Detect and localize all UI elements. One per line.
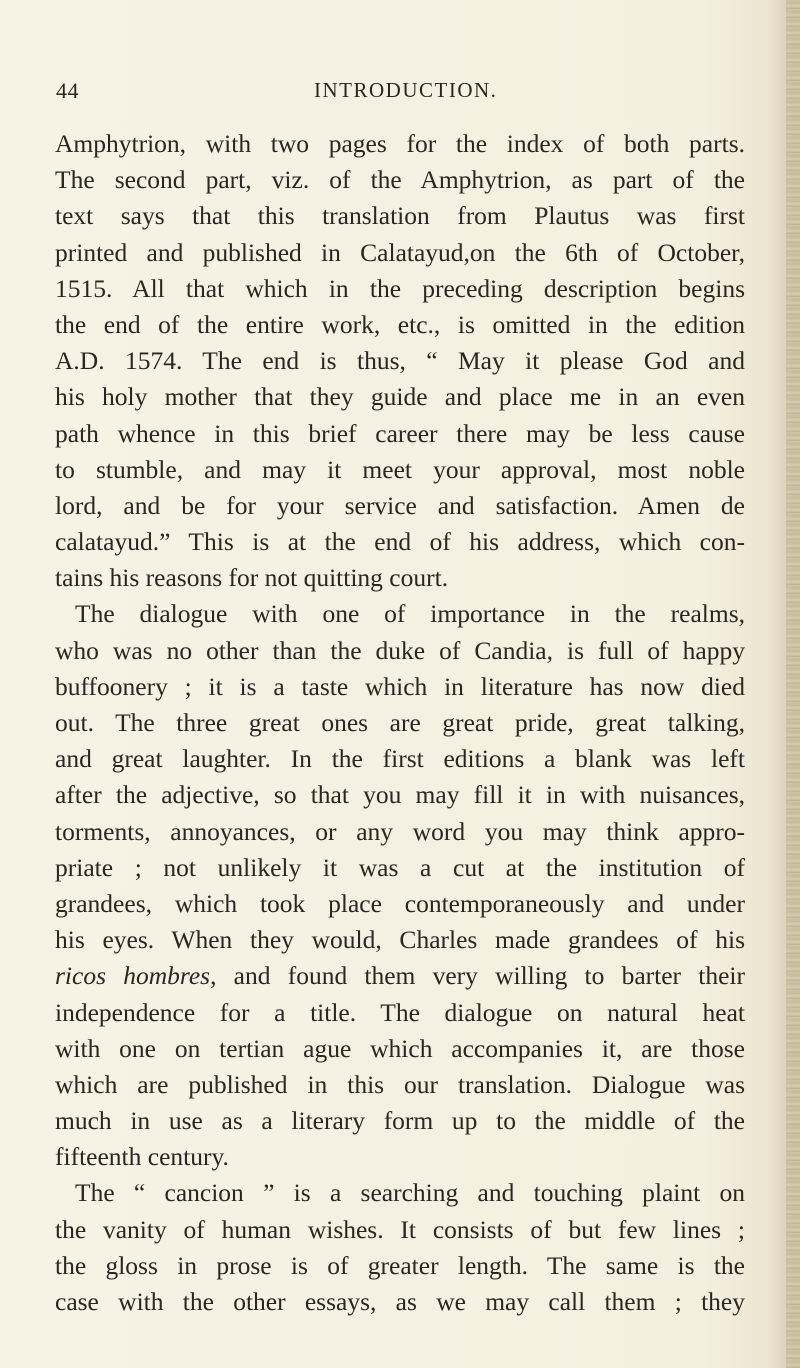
- text-line: the gloss in prose is of greater length. The same is the: [55, 1250, 745, 1280]
- text-line: buffoonery ; it is a taste which in literature has now died: [55, 671, 745, 701]
- text-line: printed and published in Calatayud,on the 6th of October,: [55, 237, 745, 267]
- text-line: tains his reasons for not quitting court.: [55, 563, 449, 593]
- text-line: his eyes. When they would, Charles made grandees of his: [55, 925, 745, 955]
- text-line: much in use as a literary form up to the middle of the: [55, 1106, 745, 1136]
- running-head: INTRODUCTION.: [314, 78, 498, 102]
- text-line: torments, annoyances, or any word you may think appro-: [55, 816, 745, 846]
- italic-phrase: ricos hombres: [55, 961, 211, 991]
- text-line: lord, and be for your service and satisfaction. Amen de: [55, 490, 745, 520]
- text-line: and great laughter. In the first editions a blank was left: [55, 744, 745, 774]
- text-line: 1515. All that which in the preceding description begins: [55, 273, 745, 303]
- text-line: ricos hombres, and found them very willing to barter their: [55, 961, 745, 991]
- text-line: grandees, which took place contemporaneously and under: [55, 888, 745, 918]
- text-line: path whence in this brief career there may be less cause: [55, 418, 745, 448]
- text-line: with one on tertian ague which accompanies it, are those: [55, 1033, 745, 1063]
- text-line: which are published in this our translation. Dialogue was: [55, 1069, 745, 1099]
- text-line: A.D. 1574. The end is thus, “ May it please God and: [55, 346, 745, 376]
- text-line: Amphytrion, with two pages for the index of both parts.: [55, 129, 745, 158]
- text-line: The dialogue with one of importance in the realms,: [75, 599, 745, 629]
- text-line: The second part, viz. of the Amphytrion, as part of the: [55, 165, 745, 195]
- text-line: independence for a title. The dialogue on natural heat: [55, 997, 745, 1027]
- page-edge: [786, 0, 800, 1368]
- text-line: after the adjective, so that you may fill it in with nuisances,: [55, 780, 745, 810]
- text-line: priate ; not unlikely it was a cut at the institution of: [55, 852, 745, 882]
- body-text: [55, 126, 745, 1320]
- text-line: the vanity of human wishes. It consists of but few lines ;: [55, 1214, 745, 1244]
- text-line: calatayud.” This is at the end of his address, which con-: [55, 527, 745, 557]
- text-line: fifteenth century.: [55, 1142, 229, 1172]
- text-line: who was no other than the duke of Candia, is full of happy: [55, 635, 745, 665]
- text-line: out. The three great ones are great pride, great talking,: [55, 708, 745, 737]
- page-header: [56, 78, 746, 110]
- text-line: the end of the entire work, etc., is omitted in the edition: [55, 309, 745, 339]
- text-line: The “ cancion ” is a searching and touching plaint on: [75, 1178, 745, 1208]
- text-line: his holy mother that they guide and place me in an even: [55, 382, 745, 412]
- text-line: text says that this translation from Plautus was first: [55, 201, 745, 231]
- page-number: 44: [56, 78, 79, 103]
- text-line: case with the other essays, as we may call them ; they: [55, 1287, 745, 1316]
- text-line: to stumble, and may it meet your approval, most noble: [55, 454, 745, 484]
